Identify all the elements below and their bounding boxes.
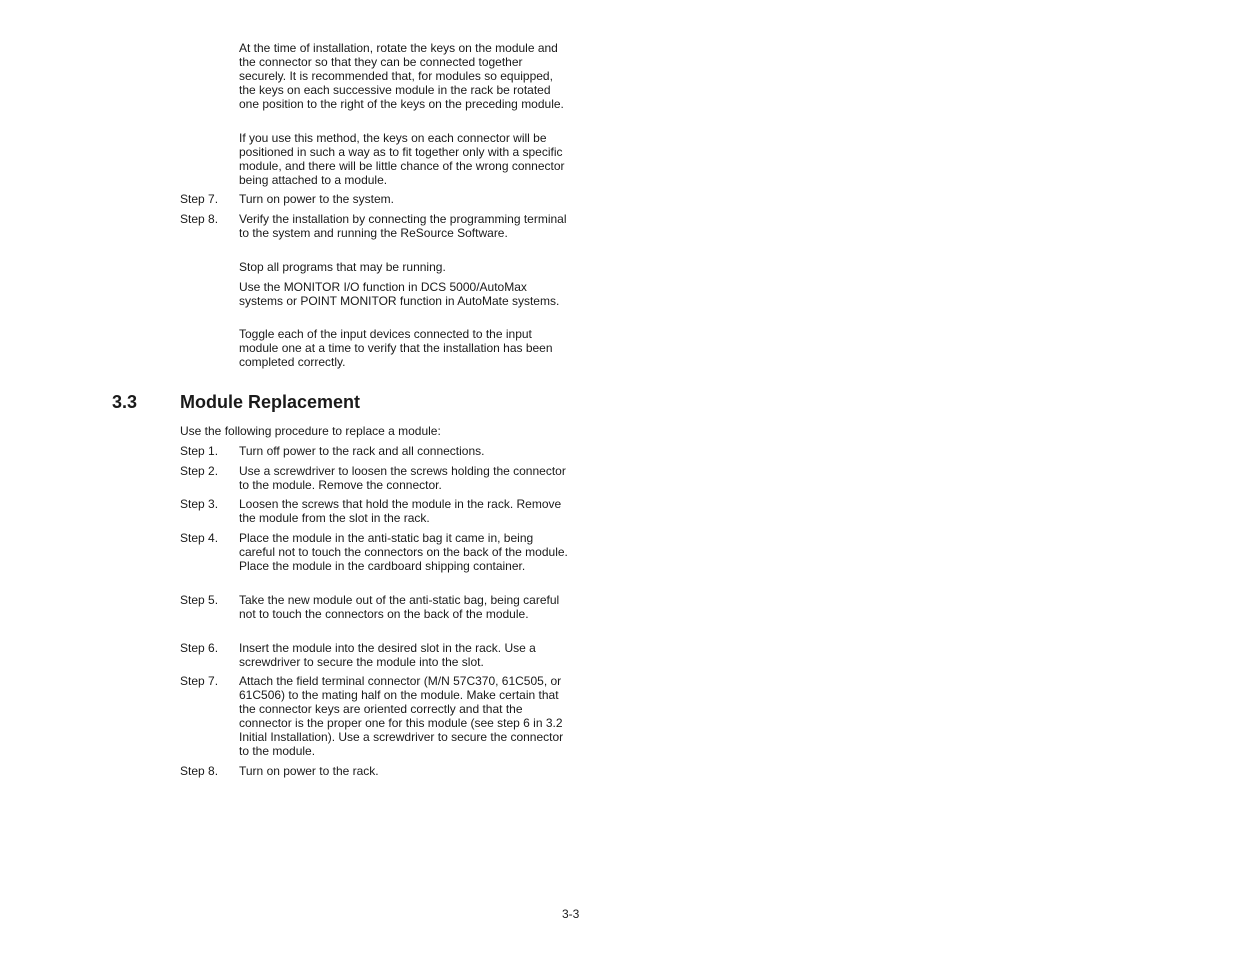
keying-method-paragraph: If you use this method, the keys on each connector will be positioned in such a way as to fit together only with a specific module, and there will be little chance of the wrong connector being attached to a module. xyxy=(239,131,565,187)
step-label: Step 5. xyxy=(180,593,219,607)
monitor-function-paragraph: Use the MONITOR I/O function in DCS 5000/AutoMax systems or POINT MONITOR function in AutoMate systems. xyxy=(239,280,560,308)
section-number: 3.3 xyxy=(112,392,138,412)
step-text: Take the new module out of the anti-static bag, being careful not to touch the connectors on the back of the module. xyxy=(239,593,560,621)
step-label: Step 6. xyxy=(180,641,219,655)
stop-programs-paragraph: Stop all programs that may be running. xyxy=(239,260,446,274)
step-text: Insert the module into the desired slot in the rack. Use a screwdriver to secure the module into the slot. xyxy=(239,641,536,669)
step-text: Use a screwdriver to loosen the screws holding the connector to the module. Remove the connector. xyxy=(239,464,566,492)
step-text: Turn on power to the rack. xyxy=(239,764,379,778)
step-text: Turn off power to the rack and all connections. xyxy=(239,444,485,458)
step-label: Step 8. xyxy=(180,212,219,226)
section-title: Module Replacement xyxy=(180,392,361,412)
toggle-inputs-paragraph: Toggle each of the input devices connected to the input module one at a time to verify that the installation has been completed correctly. xyxy=(239,327,553,369)
step-text: Loosen the screws that hold the module in the rack. Remove the module from the slot in the rack. xyxy=(239,497,562,525)
step-text: Place the module in the anti-static bag it came in, being careful not to touch the connectors on the back of the module. Place the module in the cardboard shipping container. xyxy=(239,531,568,573)
step-label: Step 1. xyxy=(180,444,219,458)
step-label: Step 7. xyxy=(180,674,219,688)
step-label: Step 3. xyxy=(180,497,219,511)
page-number: 3-3 xyxy=(562,907,580,921)
step-label: Step 4. xyxy=(180,531,219,545)
step-text: Verify the installation by connecting the programming terminal to the system and running the ReSource Software. xyxy=(239,212,567,240)
step-text: Attach the field terminal connector (M/N 57C370, 61C505, or 61C506) to the mating half on the module. Make certain that the connector keys are oriented correctly and that the connector is the proper one for this module (see step 6 in 3.2 Initial Installation). Use a screwdriver to secure the connector to the module. xyxy=(239,674,564,758)
step-label: Step 2. xyxy=(180,464,219,478)
step-label: Step 8. xyxy=(180,764,219,778)
section-intro: Use the following procedure to replace a module: xyxy=(180,424,441,438)
step-label: Step 7. xyxy=(180,192,219,206)
keying-paragraph: At the time of installation, rotate the keys on the module and the connector so that they can be connected together securely. It is recommended that, for modules so equipped, the keys on each successive module in the rack be rotated one position to the right of the keys on the preceding module. xyxy=(239,41,564,111)
step-text: Turn on power to the system. xyxy=(239,192,394,206)
